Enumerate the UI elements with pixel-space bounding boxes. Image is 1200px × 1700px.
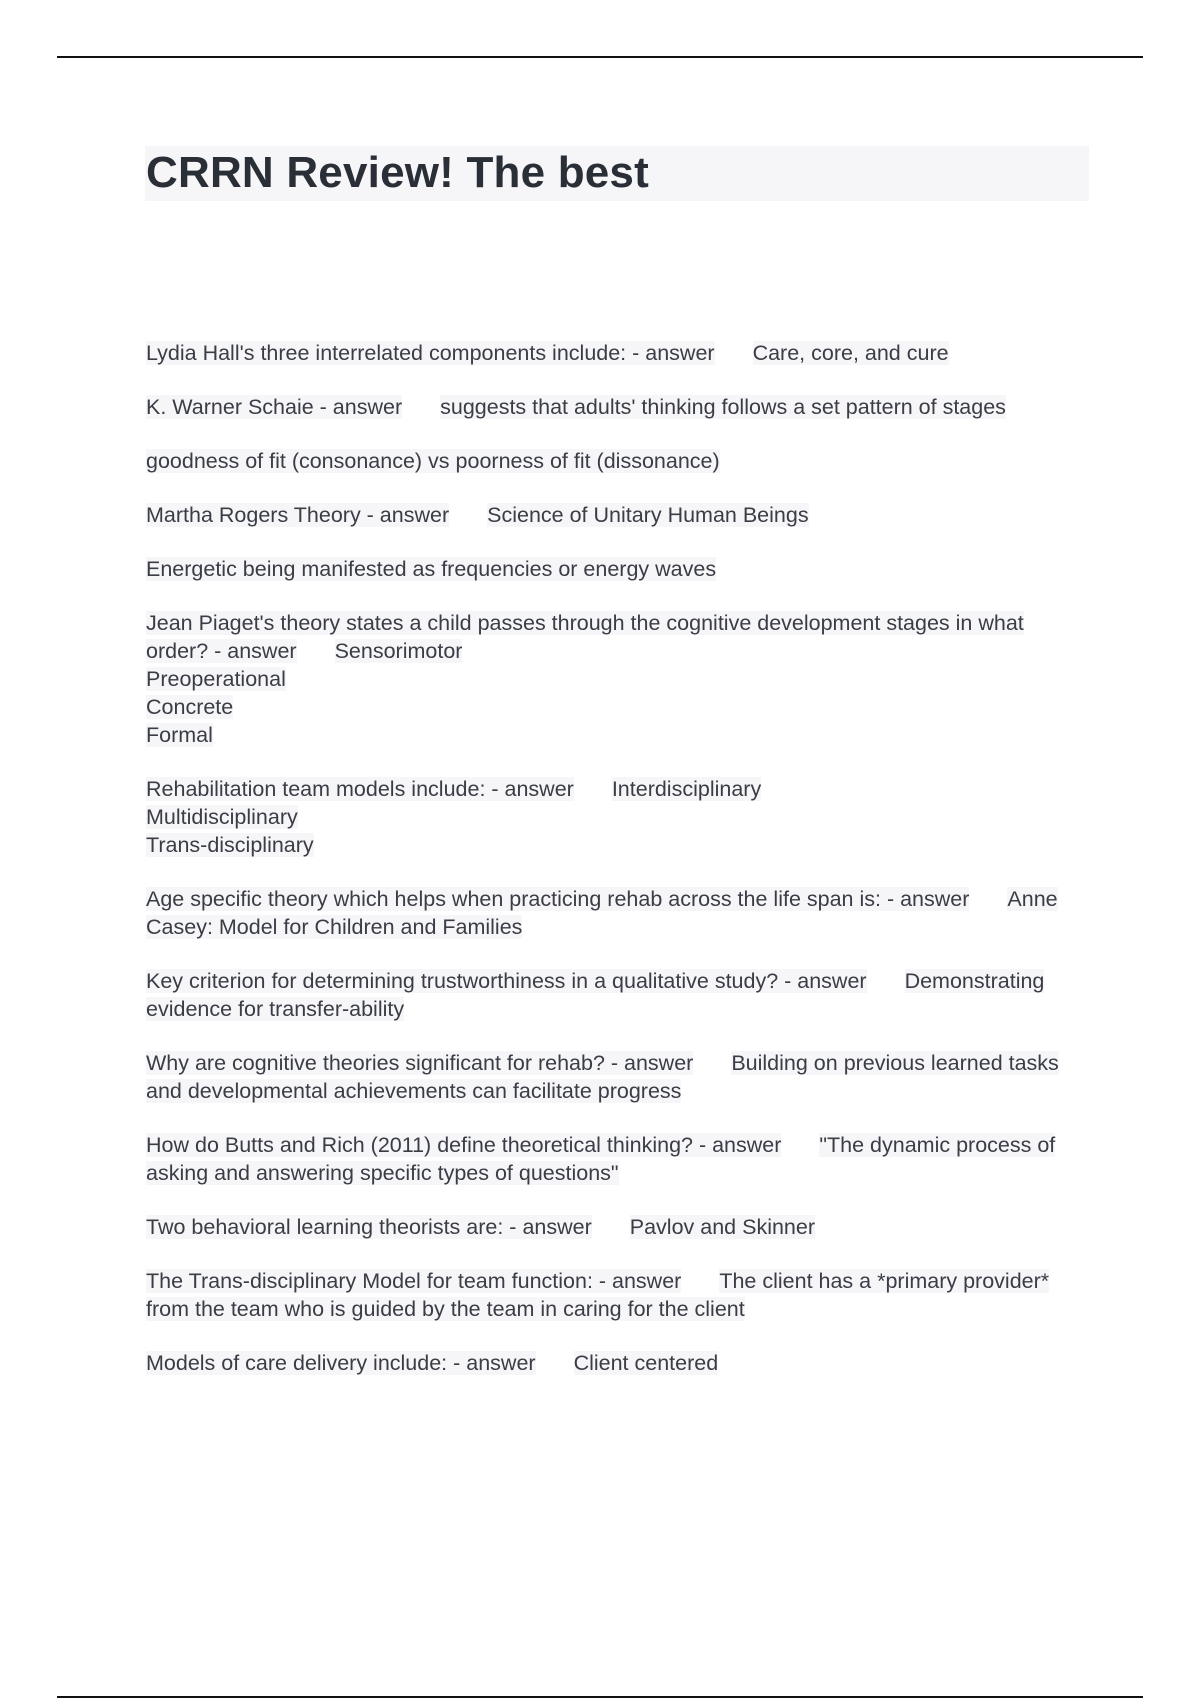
answer-text: Anne Casey: Model for Children and Families: [146, 887, 1058, 939]
answer-text: The client has a *primary provider* from the team who is guided by the team in caring for the client: [146, 1269, 1050, 1321]
bottom-rule: [57, 1696, 1143, 1698]
question-text: Age specific theory which helps when practicing rehab across the life span is: - answer: [146, 887, 970, 911]
qa-item: [146, 339, 1086, 367]
answer-text: Care, core, and cure: [752, 341, 949, 365]
answer-line: Formal: [146, 723, 213, 747]
answer-text: Science of Unitary Human Beings: [487, 503, 809, 527]
qa-item: [146, 1049, 1086, 1105]
qa-item: [146, 1267, 1086, 1323]
qa-item: [146, 1131, 1086, 1187]
question-text: Rehabilitation team models include: - answer: [146, 777, 574, 801]
answer-text: Demonstrating evidence for transfer-ability: [146, 969, 1045, 1021]
qa-item: [146, 1349, 1086, 1377]
question-text: Why are cognitive theories significant for rehab? - answer: [146, 1051, 694, 1075]
qa-item: [146, 775, 1086, 859]
top-rule: [57, 56, 1143, 58]
answer-text: Interdisciplinary: [611, 777, 762, 801]
statement-text: Energetic being manifested as frequencies or energy waves: [146, 557, 717, 581]
question-text: Lydia Hall's three interrelated components include: - answer: [146, 341, 715, 365]
answer-text: "The dynamic process of asking and answering specific types of questions": [146, 1133, 1056, 1185]
question-text: K. Warner Schaie - answer: [146, 395, 403, 419]
qa-list: [146, 339, 1086, 1403]
qa-item: [146, 609, 1086, 749]
answer-line: Preoperational: [146, 667, 286, 691]
question-text: Two behavioral learning theorists are: - answer: [146, 1215, 592, 1239]
qa-item: [146, 555, 1086, 583]
question-text: Jean Piaget's theory states a child passes through the cognitive development stages in what order? - answer: [146, 611, 1024, 663]
answer-text: suggests that adults' thinking follows a set pattern of stages: [440, 395, 1006, 419]
page-title: CRRN Review! The best: [146, 148, 649, 197]
qa-item: [146, 967, 1086, 1023]
question-text: The Trans-disciplinary Model for team function: - answer: [146, 1269, 682, 1293]
answer-text: Building on previous learned tasks and developmental achievements can facilitate progress: [146, 1051, 1059, 1103]
answer-line: Multidisciplinary: [146, 805, 298, 829]
question-text: How do Butts and Rich (2011) define theoretical thinking? - answer: [146, 1133, 782, 1157]
answer-line: Trans-disciplinary: [146, 833, 314, 857]
answer-text: Sensorimotor: [334, 639, 463, 663]
question-text: Models of care delivery include: - answer: [146, 1351, 536, 1375]
qa-item: [146, 501, 1086, 529]
qa-item: [146, 1213, 1086, 1241]
statement-text: goodness of fit (consonance) vs poorness of fit (dissonance): [146, 449, 720, 473]
qa-item: [146, 393, 1086, 421]
answer-text: Pavlov and Skinner: [629, 1215, 815, 1239]
qa-item: [146, 885, 1086, 941]
question-text: Martha Rogers Theory - answer: [146, 503, 450, 527]
question-text: Key criterion for determining trustworthiness in a qualitative study? - answer: [146, 969, 867, 993]
qa-item: [146, 447, 1086, 475]
answer-line: Concrete: [146, 695, 234, 719]
answer-text: Client centered: [573, 1351, 719, 1375]
